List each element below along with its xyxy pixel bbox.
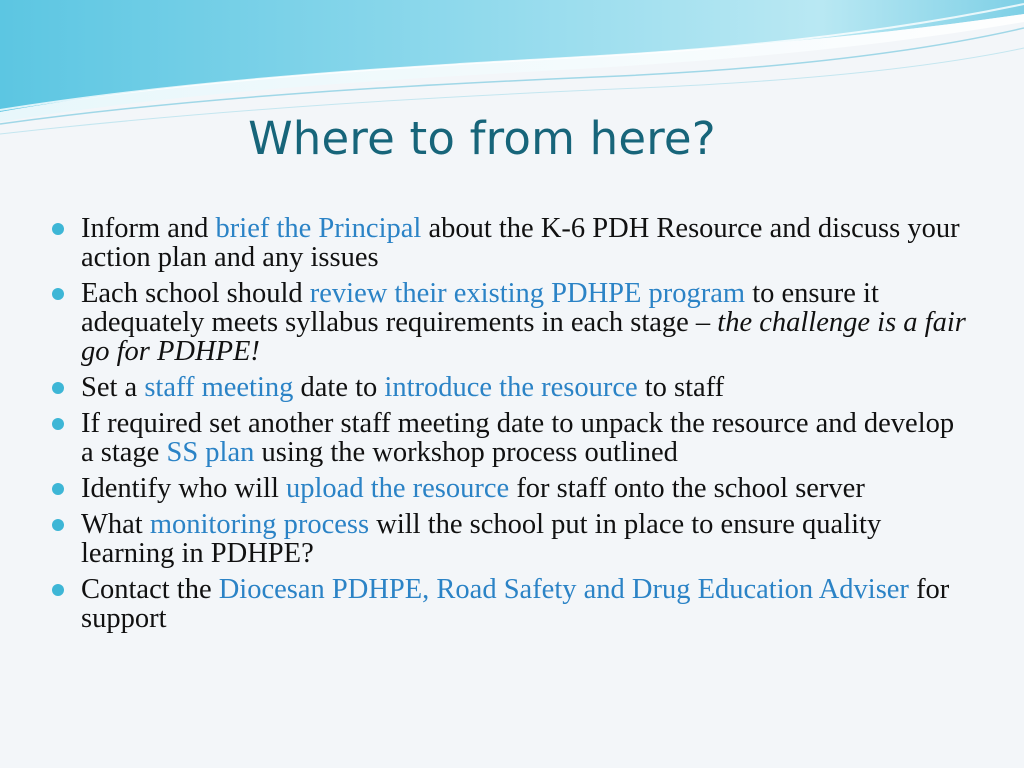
bullet-highlight: review their existing PDHPE program [309, 278, 746, 309]
bullet-icon [52, 584, 64, 596]
bullet-highlight: upload the resource [286, 473, 510, 504]
bullet-text: Each school should [81, 278, 310, 309]
bullet-highlight: SS plan [166, 437, 255, 468]
list-item [52, 279, 972, 366]
list-item [52, 510, 972, 568]
bullet-highlight: Diocesan PDHPE, Road Safety and Drug Education Adviser [218, 574, 909, 605]
list-item [52, 214, 972, 272]
bullet-icon [52, 288, 64, 300]
bullet-emphasis: the challenge is a fair go for PDHPE! [81, 307, 966, 367]
bullet-text: Contact the [81, 574, 219, 605]
bullet-text: for staff onto the school server [509, 473, 865, 504]
bullet-text: Inform and [81, 213, 216, 244]
bullet-icon [52, 418, 64, 430]
bullet-list [52, 214, 972, 640]
bullet-highlight: monitoring process [149, 509, 370, 540]
list-item [52, 575, 972, 633]
slide-title: Where to from here? [248, 112, 716, 165]
bullet-icon [52, 519, 64, 531]
bullet-highlight: brief the Principal [215, 213, 422, 244]
list-item [52, 474, 972, 503]
bullet-text: to staff [637, 372, 725, 403]
list-item [52, 409, 972, 467]
bullet-text: for support [81, 574, 950, 634]
bullet-text: Set a [81, 372, 145, 403]
bullet-icon [52, 483, 64, 495]
bullet-icon [52, 382, 64, 394]
bullet-text: will the school put in place to ensure quality learning in PDHPE? [81, 509, 882, 569]
bullet-highlight: staff meeting [144, 372, 294, 403]
bullet-text: What [81, 509, 150, 540]
bullet-text: date to [293, 372, 385, 403]
list-item [52, 373, 972, 402]
bullet-text: using the workshop process outlined [254, 437, 678, 468]
bullet-text: If required set another staff meeting date to unpack the resource and develop a stage [81, 408, 955, 468]
bullet-text: Identify who will [81, 473, 287, 504]
bullet-text: to ensure it adequately meets syllabus requirements in each stage – [81, 278, 879, 338]
bullet-text: about the K-6 PDH Resource and discuss your action plan and any issues [81, 213, 960, 273]
bullet-highlight: introduce the resource [384, 372, 638, 403]
bullet-icon [52, 223, 64, 235]
